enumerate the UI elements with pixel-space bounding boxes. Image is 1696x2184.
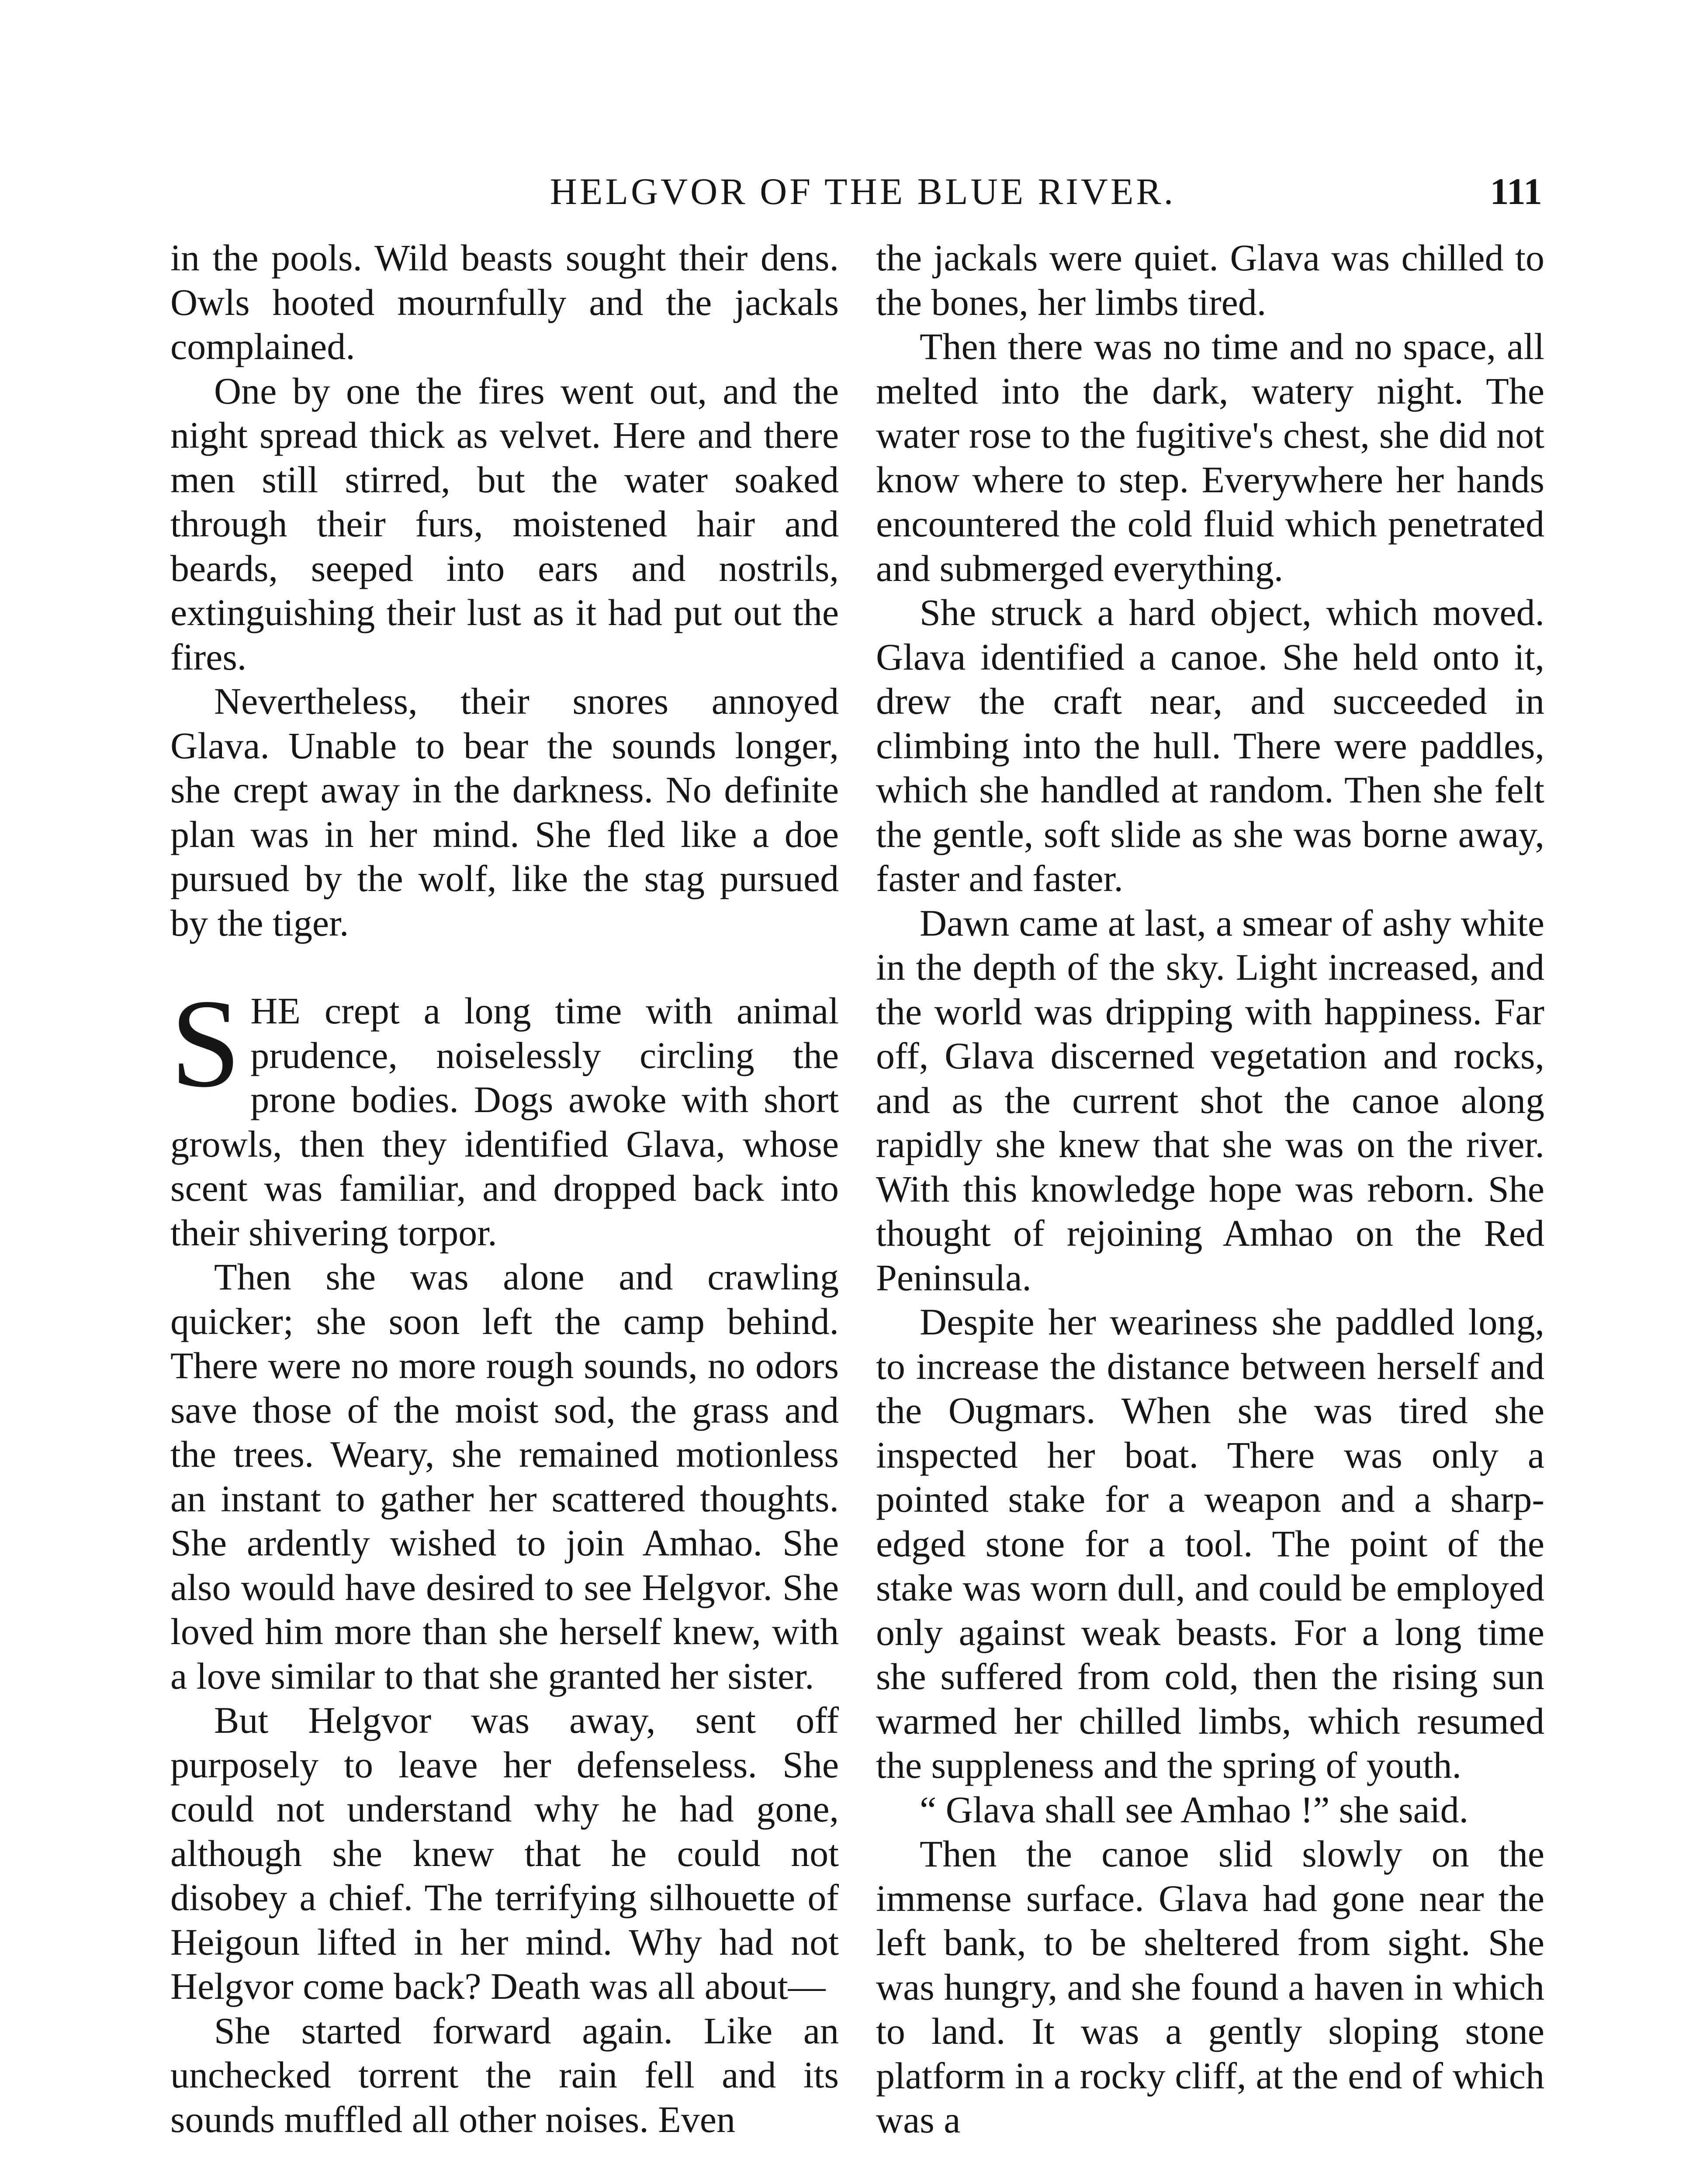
- paragraph: Nevertheless, their snores annoyed Glava. Unable to bear the sounds longer, she crept away in the darkness. No definite plan was in her mind. She fled like a doe pursued by the wolf, like the stag pursued by the tiger.: [170, 680, 839, 944]
- paragraph-text: HE crept a long time with animal prudence, noiselessly circling the prone bodies. Dogs awoke with short growls, then they identified Glava, whose scent was familiar, and dropped back into their shivering torpor.: [170, 990, 839, 1254]
- paragraph: Then the canoe slid slowly on the immense surface. Glava had gone near the left bank, to be sheltered from sight. She was hungry, and she found a haven in which to land. It was a gently sloping stone platform in a rocky cliff, at the end of which was a: [876, 1833, 1544, 2141]
- running-title: HELGVOR OF THE BLUE RIVER.: [550, 170, 1176, 212]
- paragraph: But Helgvor was away, sent off purposely to leave her defenseless. She could not understand why he had gone, although she knew that he could not disobey a chief. The terrifying silhouette of Heigoun lifted in her mind. Why had not Helgvor come back? Death was all about—: [170, 1699, 839, 2007]
- section-paragraph: [170, 973, 839, 1255]
- paragraph: “ Glava shall see Amhao !” she said.: [920, 1788, 1469, 1831]
- paragraph: Dawn came at last, a smear of ashy white in the depth of the sky. Light increased, and the world was dripping with happiness. Far off, Glava discerned vegetation and rocks, and as the current shot the canoe along rapidly she knew that she was on the river. With this knowledge hope was reborn. She thought of rejoining Amhao on the Red Peninsula.: [876, 902, 1544, 1299]
- paragraph: One by one the fires went out, and the night spread thick as velvet. Here and there men still stirred, but the water soaked through their furs, moistened hair and beards, seeped into ears and nostrils, extinguishing their lust as it had put out the fires.: [170, 370, 839, 678]
- paragraph: She started forward again. Like an unchecked torrent the rain fell and its sounds muffled all other noises. Even: [170, 2009, 839, 2140]
- right-column: [876, 236, 1544, 2143]
- paragraph: Then there was no time and no space, all melted into the dark, watery night. The water rose to the fugitive's chest, she did not know where to step. Everywhere her hands encountered the cold fluid which penetrated and submerged everything.: [876, 325, 1544, 589]
- paragraph: Despite her weariness she paddled long, to increase the distance between herself and the Ougmars. When she was tired she inspected her boat. There was only a pointed stake for a weapon and a sharp-edged stone for a tool. The point of the stake was worn dull, and could be employed only against weak beasts. For a long time she suffered from cold, then the rising sun warmed her chilled limbs, which resumed the suppleness and the spring of youth.: [876, 1301, 1544, 1786]
- paragraph: Then she was alone and crawling quicker; she soon left the camp behind. There were no more rough sounds, no odors save those of the moist sod, the grass and the trees. Weary, she remained motionless an instant to gather her scattered thoughts. She ardently wished to join Amhao. She also would have desired to see Helgvor. She loved him more than she herself knew, with a love similar to that she granted her sister.: [170, 1256, 839, 1697]
- paragraph: the jackals were quiet. Glava was chilled to the bones, her limbs tired.: [876, 237, 1544, 323]
- page-number: 111: [1490, 170, 1542, 212]
- left-column: [170, 236, 839, 2142]
- drop-cap: S: [170, 973, 241, 1113]
- paragraph: in the pools. Wild beasts sought their dens. Owls hooted mournfully and the jackals complained.: [170, 237, 839, 367]
- paragraph: She struck a hard object, which moved. Glava identified a canoe. She held onto it, drew the craft near, and succeeded in climbing into the hull. There were paddles, which she handled at random. Then she felt the gentle, soft slide as she was borne away, faster and faster.: [876, 591, 1544, 899]
